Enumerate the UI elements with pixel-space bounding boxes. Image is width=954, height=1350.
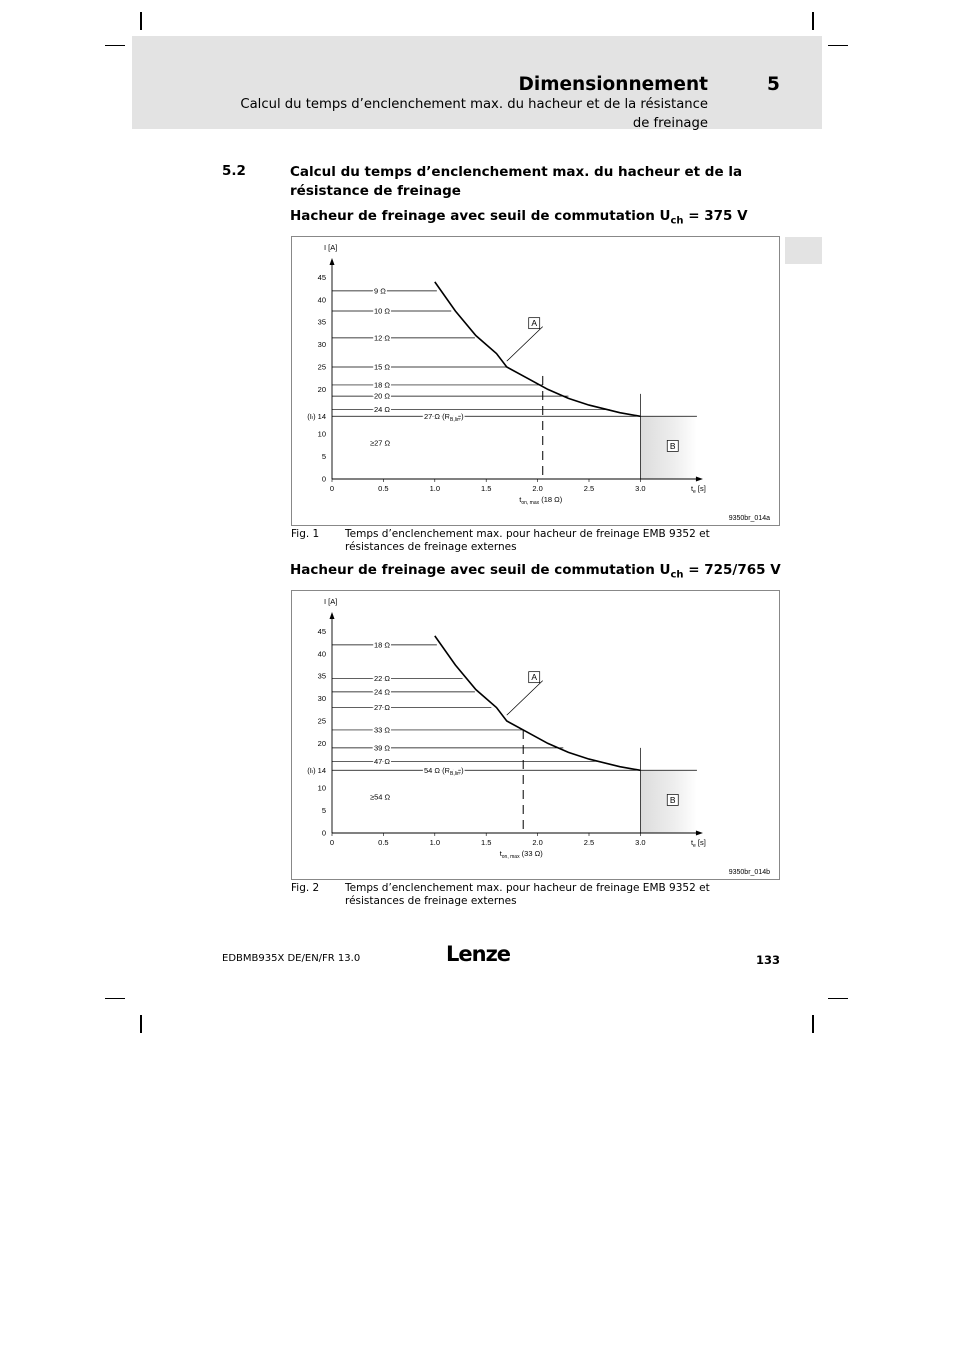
figure-1-caption: Temps d’enclenchement max. pour hacheur de freinage EMB 9352 et résistances de freinage externes xyxy=(345,528,710,553)
x-tick-label: 0.5 xyxy=(378,838,389,847)
resistor-label: 18 Ω xyxy=(374,380,391,390)
x-tick-label: 0 xyxy=(329,484,335,493)
chapter-title: Dimensionnement xyxy=(518,74,708,95)
y-tick-label: 45 xyxy=(317,626,326,636)
y-tick-label: (Iₗ) 14 xyxy=(307,765,326,775)
y-tick-label: 35 xyxy=(317,671,326,681)
crop-mark xyxy=(105,998,125,999)
resistor-label: 47 Ω xyxy=(374,756,391,766)
x-axis-label: $t_e$ [s] xyxy=(690,484,706,495)
y-axis-arrow xyxy=(330,258,335,265)
chapter-side-tab xyxy=(785,237,822,264)
subheading-value: = 725/765 V xyxy=(683,562,781,578)
y-tick-label: 40 xyxy=(317,649,326,659)
y-tick-label: 40 xyxy=(317,295,326,305)
resistor-label: 39 Ω xyxy=(374,743,391,753)
y-tick-label: (Iₗ) 14 xyxy=(307,411,326,421)
limit-label: 27 Ω $(R_{B,lim})$ xyxy=(424,411,464,423)
crop-mark xyxy=(812,12,814,30)
crop-mark xyxy=(140,12,142,30)
resistor-label: 9 Ω xyxy=(374,286,386,296)
y-tick-label: 0 xyxy=(321,828,326,838)
crop-mark xyxy=(828,45,848,46)
figure-2 xyxy=(291,590,780,880)
figure-1-label: Fig. 1 xyxy=(291,528,320,540)
y-tick-label: 25 xyxy=(317,716,326,726)
resistor-label: 12 Ω xyxy=(374,333,391,343)
figure-1 xyxy=(291,236,780,526)
y-tick-label: 30 xyxy=(317,340,326,350)
crop-mark xyxy=(105,45,125,46)
x-tick-label: 1.5 xyxy=(480,484,492,493)
x-tick-label: 1.0 xyxy=(429,838,441,847)
subheading-725v xyxy=(290,562,781,581)
subheading-subscript: ch xyxy=(670,215,684,227)
crop-mark xyxy=(140,1015,142,1033)
y-tick-label: 20 xyxy=(317,738,326,748)
figure-id: 9350br_014a xyxy=(728,515,770,522)
y-axis-arrow xyxy=(330,612,335,619)
x-tick-label: 2.0 xyxy=(532,838,543,847)
subheading-subscript: ch xyxy=(670,569,684,581)
chapter-number: 5 xyxy=(767,74,780,95)
resistor-label: 27 Ω xyxy=(374,703,391,713)
x-tick-label: 0 xyxy=(329,838,335,847)
y-tick-label: 35 xyxy=(317,317,326,327)
chart-2 xyxy=(292,591,779,879)
min-resistance-label: ≥27 Ω xyxy=(370,438,391,448)
max-on-time-curve xyxy=(435,636,641,770)
lenze-logo: Lenze xyxy=(446,942,511,966)
callout-b-label: B xyxy=(669,440,676,451)
subheading-text: Hacheur de freinage avec seuil de commutation U xyxy=(290,562,671,578)
resistor-label: 24 Ω xyxy=(374,405,391,415)
resistor-label: 22 Ω xyxy=(374,673,391,683)
document-id: EDBMB935X DE/EN/FR 13.0 xyxy=(222,953,361,964)
resistor-label: 18 Ω xyxy=(374,640,391,650)
y-tick-label: 45 xyxy=(317,272,326,282)
resistor-label: 10 Ω xyxy=(374,306,391,316)
subheading-text: Hacheur de freinage avec seuil de commutation U xyxy=(290,208,671,224)
x-axis-arrow xyxy=(696,831,703,836)
callout-b-label: B xyxy=(669,794,676,805)
section-number: 5.2 xyxy=(222,163,246,179)
x-tick-label: 2.0 xyxy=(532,484,543,493)
subheading-375v xyxy=(290,208,748,227)
figure-2-caption: Temps d’enclenchement max. pour hacheur de freinage EMB 9352 et résistances de freinage externes xyxy=(345,882,710,907)
x-tick-label: 1.0 xyxy=(429,484,441,493)
chapter-subtitle: Calcul du temps d’enclenchement max. du hacheur et de la résistance de freinage xyxy=(240,97,708,131)
limit-label: 54 Ω $(R_{B,lim})$ xyxy=(424,765,464,777)
y-axis-label: I [A] xyxy=(324,243,338,252)
resistor-label: 33 Ω xyxy=(374,725,391,735)
page-number: 133 xyxy=(756,953,781,967)
y-tick-label: 5 xyxy=(321,452,326,462)
y-axis-label: I [A] xyxy=(324,597,338,606)
x-tick-label: 1.5 xyxy=(480,838,492,847)
x-tick-label: 2.5 xyxy=(583,838,595,847)
figure-2-label: Fig. 2 xyxy=(291,882,320,894)
y-tick-label: 20 xyxy=(317,384,326,394)
x-axis-arrow xyxy=(696,477,703,482)
callout-a-label: A xyxy=(531,672,538,683)
y-tick-label: 10 xyxy=(317,783,326,793)
x-tick-label: 3.0 xyxy=(635,484,646,493)
x-tick-label: 3.0 xyxy=(635,838,646,847)
y-tick-label: 5 xyxy=(321,806,326,816)
y-tick-label: 10 xyxy=(317,429,326,439)
ton-max-label: $t_{on, max}$ (18 Ω) xyxy=(519,495,563,506)
y-tick-label: 30 xyxy=(317,694,326,704)
figure-id: 9350br_014b xyxy=(728,869,770,876)
min-resistance-label: ≥54 Ω xyxy=(370,792,391,802)
callout-a-label: A xyxy=(531,318,538,329)
callout-a-leader xyxy=(507,327,543,361)
y-tick-label: 25 xyxy=(317,362,326,372)
x-tick-label: 2.5 xyxy=(583,484,595,493)
x-tick-label: 0.5 xyxy=(378,484,389,493)
resistor-label: 15 Ω xyxy=(374,362,391,372)
callout-a-leader xyxy=(507,681,543,715)
ton-max-label: $t_{on, max}$ (33 Ω) xyxy=(499,849,543,860)
crop-mark xyxy=(828,998,848,999)
subheading-value: = 375 V xyxy=(683,208,748,224)
crop-mark xyxy=(812,1015,814,1033)
resistor-label: 20 Ω xyxy=(374,391,391,401)
x-axis-label: $t_e$ [s] xyxy=(690,838,706,849)
resistor-label: 24 Ω xyxy=(374,687,391,697)
y-tick-label: 0 xyxy=(321,474,326,484)
section-title: Calcul du temps d’enclenchement max. du hacheur et de la résistance de freinage xyxy=(290,164,743,199)
chart-1 xyxy=(292,237,779,525)
